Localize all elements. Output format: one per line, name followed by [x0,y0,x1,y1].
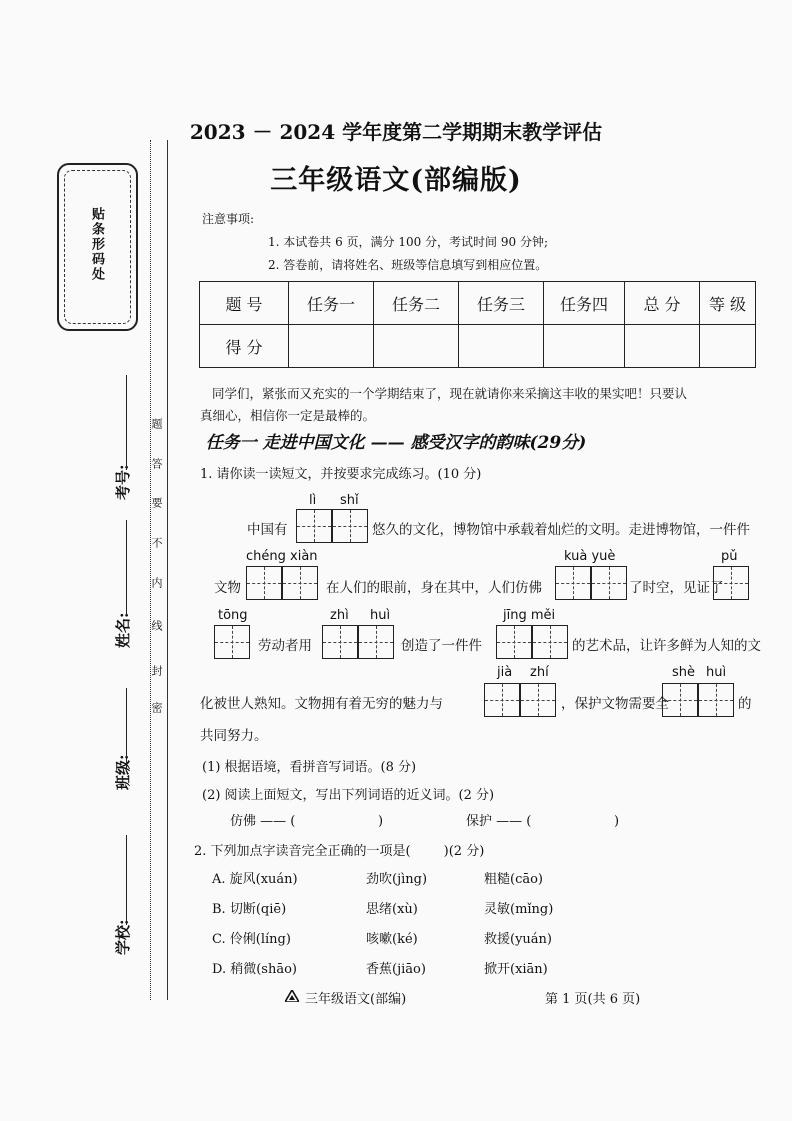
intro-text: 真细心，相信你一定是最棒的。 [200,408,376,423]
class-line [126,688,127,768]
writing-box[interactable] [282,566,318,600]
score-cell[interactable] [625,325,700,368]
passage-text: 文物 [214,580,241,596]
writing-box[interactable] [713,566,749,600]
passage-text: 劳动者用 [258,638,312,654]
pinyin: jīng měi [503,608,556,623]
synonym-blank[interactable]: 仿佛 —— ( ) [230,814,384,829]
option-d-3[interactable]: 掀开(xiān) [484,962,548,977]
q1-stem: 1. 请你读一读短文，并按要求完成练习。(10 分) [200,467,482,482]
writing-box[interactable] [591,566,627,600]
exam-no-line [126,375,127,470]
task1-title: 任务一 走进中国文化 —— 感受汉字的韵味(29分) [205,433,587,453]
writing-box[interactable] [520,683,556,717]
pinyin: chéng xiàn [246,549,318,564]
pinyin: kuà yuè [564,549,616,564]
writing-box[interactable] [698,683,734,717]
option-a-3[interactable]: 粗糙(cāo) [484,872,544,887]
exam-subject: 三年级语文(部编版) [270,165,522,196]
score-header: 总 分 [625,282,700,325]
option-d-2[interactable]: 香蕉(jiāo) [366,962,426,977]
pinyin: tōng [218,608,248,623]
pinyin: zhí [530,665,549,680]
seal-solid-line [167,140,168,1000]
pinyin: pǔ [721,549,738,564]
passage-text: 在人们的眼前，身在其中，人们仿佛 [326,580,542,596]
option-b-3[interactable]: 灵敏(mǐng) [484,902,554,917]
seal-char: 要 [150,497,163,508]
synonym-blank[interactable]: 保护 —— ( ) [466,814,620,829]
seal-char: 内 [150,577,163,588]
score-cell[interactable] [459,325,544,368]
passage-text: 了时空，见证了 [629,580,724,596]
score-header: 等 级 [700,282,756,325]
passage-text: 创造了一件件 [401,638,482,654]
pinyin: shǐ [340,493,359,508]
writing-box[interactable] [358,625,394,659]
publisher-triangle-icon [285,990,299,1002]
writing-box[interactable] [246,566,282,600]
q2-stem: 2. 下列加点字读音完全正确的一项是( )(2 分) [194,844,485,859]
option-b-1[interactable]: B. 切断(qiē) [212,902,287,917]
option-c-3[interactable]: 救援(yuán) [484,932,552,947]
footer-subject: 三年级语文(部编) [305,992,407,1007]
school-line [126,835,127,925]
writing-box[interactable] [532,625,568,659]
barcode-label: 贴条形码处 [89,207,104,282]
notes-heading: 注意事项: [202,212,255,226]
option-a-2[interactable]: 劲吹(jìng) [366,872,428,887]
writing-box[interactable] [322,625,358,659]
seal-char: 题 [150,418,163,429]
option-c-2[interactable]: 咳嗽(ké) [366,932,418,947]
writing-box[interactable] [496,625,532,659]
name-line [126,520,127,615]
intro-text: 同学们，紧张而又充实的一个学期结束了，现在就请你来采摘这丰收的果实吧！只要认 [212,386,688,401]
score-cell[interactable] [544,325,625,368]
option-d-1[interactable]: D. 稍微(shāo) [212,962,297,977]
seal-dotted-line [150,140,151,1000]
note-item: 2. 答卷前，请将姓名、班级等信息填写到相应位置。 [268,258,548,272]
writing-box[interactable] [296,509,332,543]
score-header: 题 号 [200,282,289,325]
pinyin: huì [370,608,391,623]
writing-box[interactable] [332,509,368,543]
option-c-1[interactable]: C. 伶俐(líng) [212,932,291,947]
seal-char: 不 [150,537,163,548]
score-cell[interactable] [374,325,459,368]
pinyin: huì [706,665,727,680]
score-cell[interactable] [700,325,756,368]
passage-text: 的艺术品，让许多鲜为人知的文 [572,638,761,654]
score-header: 任务一 [289,282,374,325]
passage-text: 的 [738,696,752,712]
seal-char: 密 [150,702,163,713]
pinyin: lì [309,493,317,508]
passage-text: ，保护文物需要全 [561,696,669,712]
seal-char: 答 [150,458,163,469]
pinyin: zhì [330,608,349,623]
passage-text: 共同努力。 [200,728,268,744]
writing-box[interactable] [214,625,250,659]
score-header: 任务二 [374,282,459,325]
score-header: 任务四 [544,282,625,325]
writing-box[interactable] [662,683,698,717]
q1-sub2: (2) 阅读上面短文，写出下列词语的近义词。(2 分) [202,788,495,803]
writing-box[interactable] [484,683,520,717]
exam-no-label: 考号: [114,464,132,500]
passage-text: 中国有 [247,522,288,538]
class-label: 班级: [114,754,132,790]
score-header: 任务三 [459,282,544,325]
pinyin: shè [672,665,696,680]
score-cell[interactable] [289,325,374,368]
school-label: 学校: [114,919,132,955]
passage-text: 化被世人熟知。文物拥有着无穷的魅力与 [200,696,443,712]
score-row-label: 得 分 [200,325,289,368]
name-label: 姓名: [114,612,132,648]
seal-char: 线 [150,620,163,631]
score-table [199,281,756,368]
note-item: 1. 本试卷共 6 页，满分 100 分，考试时间 90 分钟; [268,235,549,249]
pinyin: jià [497,665,513,680]
option-a-1[interactable]: A. 旋风(xuán) [212,872,298,887]
exam-title: 2023 － 2024 学年度第二学期期末教学评估 [189,120,603,144]
writing-box[interactable] [555,566,591,600]
footer-page: 第 1 页(共 6 页) [545,992,641,1007]
passage-text: 悠久的文化，博物馆中承载着灿烂的文明。走进博物馆，一件件 [372,522,750,538]
q1-sub1: (1) 根据语境，看拼音写词语。(8 分) [202,760,417,775]
option-b-2[interactable]: 思绪(xù) [366,902,418,917]
seal-char: 封 [150,665,163,676]
